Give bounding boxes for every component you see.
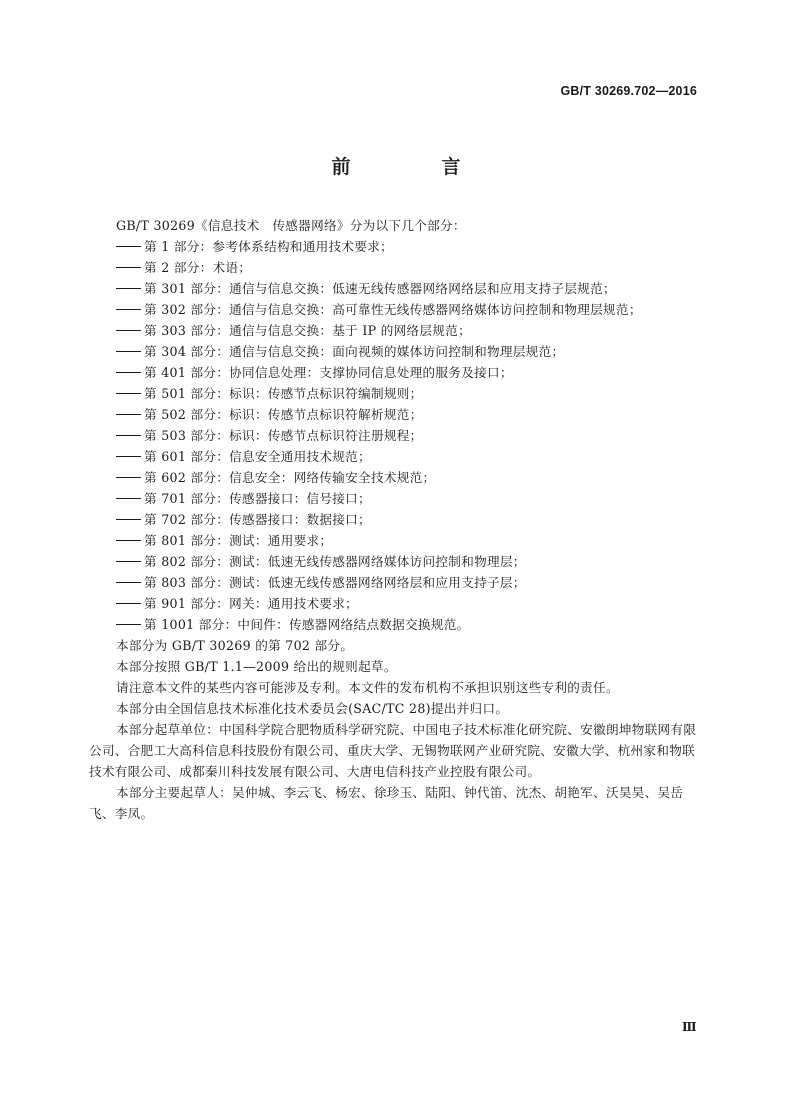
drafting-rules-paragraph: 本部分按照 GB/T 1.1—2009 给出的规则起草。 bbox=[116, 659, 397, 674]
list-item bbox=[89, 362, 701, 383]
em-dash bbox=[116, 330, 141, 331]
proposed-by-paragraph: 本部分由全国信息技术标准化技术委员会(SAC/TC 28)提出并归口。 bbox=[116, 701, 509, 716]
drafting-units-paragraph: 本部分起草单位：中国科学院合肥物质科学研究院、中国电子技术标准化研究院、安徽朗坤物联网有限公司、合肥工大高科信息科技股份有限公司、重庆大学、无锡物联网产业研究院、安徽大学、杭州家和物联技术有限公司、成都秦川科技发展有限公司、大唐电信科技产业控股有限公司。 bbox=[89, 722, 697, 779]
intro-line: GB/T 30269《信息技术 传感器网络》分为以下几个部分： bbox=[116, 218, 466, 233]
em-dash bbox=[116, 456, 141, 457]
document-body bbox=[89, 215, 701, 824]
main-drafters-paragraph: 本部分主要起草人：吴仲城、李云飞、杨宏、徐珍玉、陆阳、钟代笛、沈杰、胡艳军、沃昊昊、吴岳飞、李凤。 bbox=[89, 785, 684, 821]
em-dash bbox=[116, 393, 141, 394]
page-title: 前 言 bbox=[331, 156, 497, 178]
em-dash bbox=[116, 477, 141, 478]
list-item-text: 第 2 部分：术语； bbox=[144, 260, 252, 275]
em-dash bbox=[116, 498, 141, 499]
em-dash bbox=[116, 372, 141, 373]
list-item-text: 第 801 部分：测试：通用要求； bbox=[144, 533, 333, 548]
list-item-text: 第 802 部分：测试：低速无线传感器网络媒体访问控制和物理层； bbox=[144, 554, 526, 569]
patent-notice-paragraph: 请注意本文件的某些内容可能涉及专利。本文件的发布机构不承担识别这些专利的责任。 bbox=[116, 680, 619, 695]
list-item-text: 第 701 部分：传感器接口：信号接口； bbox=[144, 491, 371, 506]
em-dash bbox=[116, 246, 141, 247]
list-item bbox=[89, 320, 701, 341]
list-item-text: 第 901 部分：网关：通用技术要求； bbox=[144, 596, 359, 611]
em-dash bbox=[116, 624, 141, 625]
list-item-text: 第 502 部分：标识：传感节点标识符解析规范； bbox=[144, 407, 423, 422]
em-dash bbox=[116, 435, 141, 436]
em-dash bbox=[116, 351, 141, 352]
list-item-text: 第 501 部分：标识：传感节点标识符编制规则； bbox=[144, 386, 423, 401]
em-dash bbox=[116, 561, 141, 562]
list-item bbox=[89, 551, 701, 572]
list-item bbox=[89, 593, 701, 614]
list-item-text: 第 803 部分：测试：低速无线传感器网络网络层和应用支持子层； bbox=[144, 575, 526, 590]
this-part-paragraph: 本部分为 GB/T 30269 的第 702 部分。 bbox=[116, 638, 354, 653]
list-item-text: 第 302 部分：通信与信息交换：高可靠性无线传感器网络媒体访问控制和物理层规范； bbox=[144, 302, 642, 317]
em-dash bbox=[116, 414, 141, 415]
em-dash bbox=[116, 267, 141, 268]
list-item-text: 第 303 部分：通信与信息交换：基于 IP 的网络层规范； bbox=[144, 323, 471, 338]
list-item bbox=[89, 257, 701, 278]
page-number: Ⅲ bbox=[682, 1020, 697, 1034]
list-item bbox=[89, 404, 701, 425]
list-item bbox=[89, 509, 701, 530]
list-item-text: 第 304 部分：通信与信息交换：面向视频的媒体访问控制和物理层规范； bbox=[144, 344, 565, 359]
list-item-text: 第 702 部分：传感器接口：数据接口； bbox=[144, 512, 371, 527]
em-dash bbox=[116, 603, 141, 604]
list-item-text: 第 602 部分：信息安全：网络传输安全技术规范； bbox=[144, 470, 436, 485]
list-item bbox=[89, 614, 701, 635]
list-item-text: 第 301 部分：通信与信息交换：低速无线传感器网络网络层和应用支持子层规范； bbox=[144, 281, 616, 296]
em-dash bbox=[116, 519, 141, 520]
em-dash bbox=[116, 540, 141, 541]
em-dash bbox=[116, 582, 141, 583]
list-item bbox=[89, 488, 701, 509]
list-item bbox=[89, 341, 701, 362]
list-item bbox=[89, 425, 701, 446]
list-item bbox=[89, 572, 701, 593]
list-item-text: 第 503 部分：标识：传感节点标识符注册规程； bbox=[144, 428, 423, 443]
list-item-text: 第 1001 部分：中间件：传感器网络结点数据交换规范。 bbox=[144, 617, 470, 632]
em-dash bbox=[116, 309, 141, 310]
list-item-text: 第 1 部分：参考体系结构和通用技术要求； bbox=[144, 239, 394, 254]
list-item bbox=[89, 530, 701, 551]
em-dash bbox=[116, 288, 141, 289]
list-item-text: 第 601 部分：信息安全通用技术规范； bbox=[144, 449, 371, 464]
list-item bbox=[89, 446, 701, 467]
list-item bbox=[89, 278, 701, 299]
list-item-text: 第 401 部分：协同信息处理：支撑协同信息处理的服务及接口； bbox=[144, 365, 513, 380]
parts-list bbox=[89, 236, 701, 635]
list-item bbox=[89, 467, 701, 488]
list-item bbox=[89, 299, 701, 320]
list-item bbox=[89, 383, 701, 404]
standard-number: GB/T 30269.702—2016 bbox=[560, 84, 697, 98]
list-item bbox=[89, 236, 701, 257]
